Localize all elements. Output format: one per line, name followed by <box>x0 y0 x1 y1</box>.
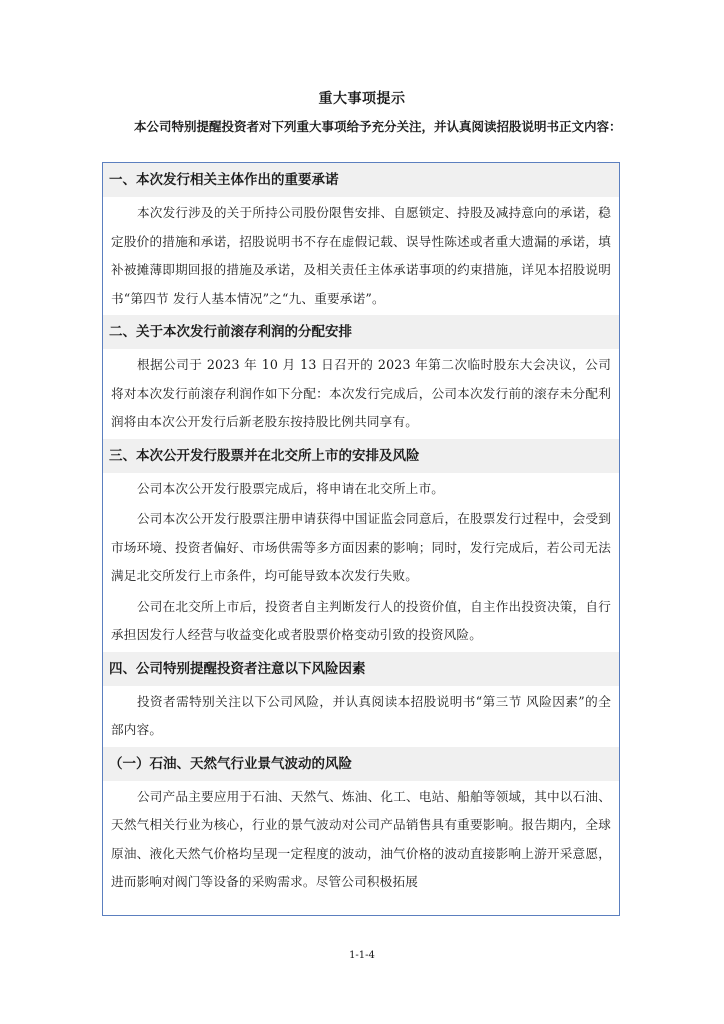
section-heading-2: 二、关于本次发行前滚存利润的分配安排 <box>103 315 619 349</box>
section-4-paragraph: 投资者需特别关注以下公司风险，并认真阅读本招股说明书“第三节 风险因素”的全部内容。 <box>111 693 611 737</box>
notice-box <box>102 162 620 916</box>
subsection-paragraph: 公司产品主要应用于石油、天然气、炼油、化工、电站、船舶等领域，其中以石油、天然气相关行业为核心，行业的景气波动对公司产品销售具有重要影响。报告期内，全球原油、液化天然气价格均呈现一定程度的波动，油气价格的波动直接影响上游开采意愿，进而影响对阀门等设备的采购需求。尽管公司积极拓展 <box>111 788 611 889</box>
section-3-paragraph-3: 公司在北交所上市后，投资者自主判断发行人的投资价值，自主作出投资决策，自行承担因发行人经营与收益变化或者股票价格变动引致的投资风险。 <box>111 598 611 642</box>
intro-text: 本公司特别提醒投资者对下列重大事项给予充分关注，并认真阅读招股说明书正文内容： <box>134 119 622 134</box>
subsection-heading: （一）石油、天然气行业景气波动的风险 <box>103 747 619 781</box>
section-3-paragraph-1: 公司本次公开发行股票完成后，将申请在北交所上市。 <box>137 480 445 496</box>
section-1-paragraph: 本次发行涉及的关于所持公司股份限售安排、自愿锁定、持股及减持意向的承诺，稳定股价的措施和承诺，招股说明书不存在虚假记载、误导性陈述或者重大遗漏的承诺，填补被摊薄即期回报的措施及承诺，及相关责任主体承诺事项的约束措施，详见本招股说明书“第四节 发行人基本情况”之“九、重要承诺”。 <box>111 205 611 306</box>
section-heading-1: 一、本次发行相关主体作出的重要承诺 <box>103 163 619 197</box>
page-title: 重大事项提示 <box>318 91 406 107</box>
section-heading-3: 三、本次公开发行股票并在北交所上市的安排及风险 <box>103 439 619 473</box>
page-number: 1-1-4 <box>349 950 375 961</box>
section-2-paragraph: 根据公司于 2023 年 10 月 13 日召开的 2023 年第二次临时股东大会决议，公司将对本次发行前滚存利润作如下分配：本次发行完成后，公司本次发行前的滚存未分配利润将由本次公开发行后新老股东按持股比例共同享有。 <box>111 357 611 429</box>
section-heading-4: 四、公司特别提醒投资者注意以下风险因素 <box>103 652 619 686</box>
section-3-paragraph-2: 公司本次公开发行股票注册申请获得中国证监会同意后，在股票发行过程中，会受到市场环境、投资者偏好、市场供需等多方面因素的影响；同时，发行完成后，若公司无法满足北交所发行上市条件，均可能导致本次发行失败。 <box>111 511 611 583</box>
